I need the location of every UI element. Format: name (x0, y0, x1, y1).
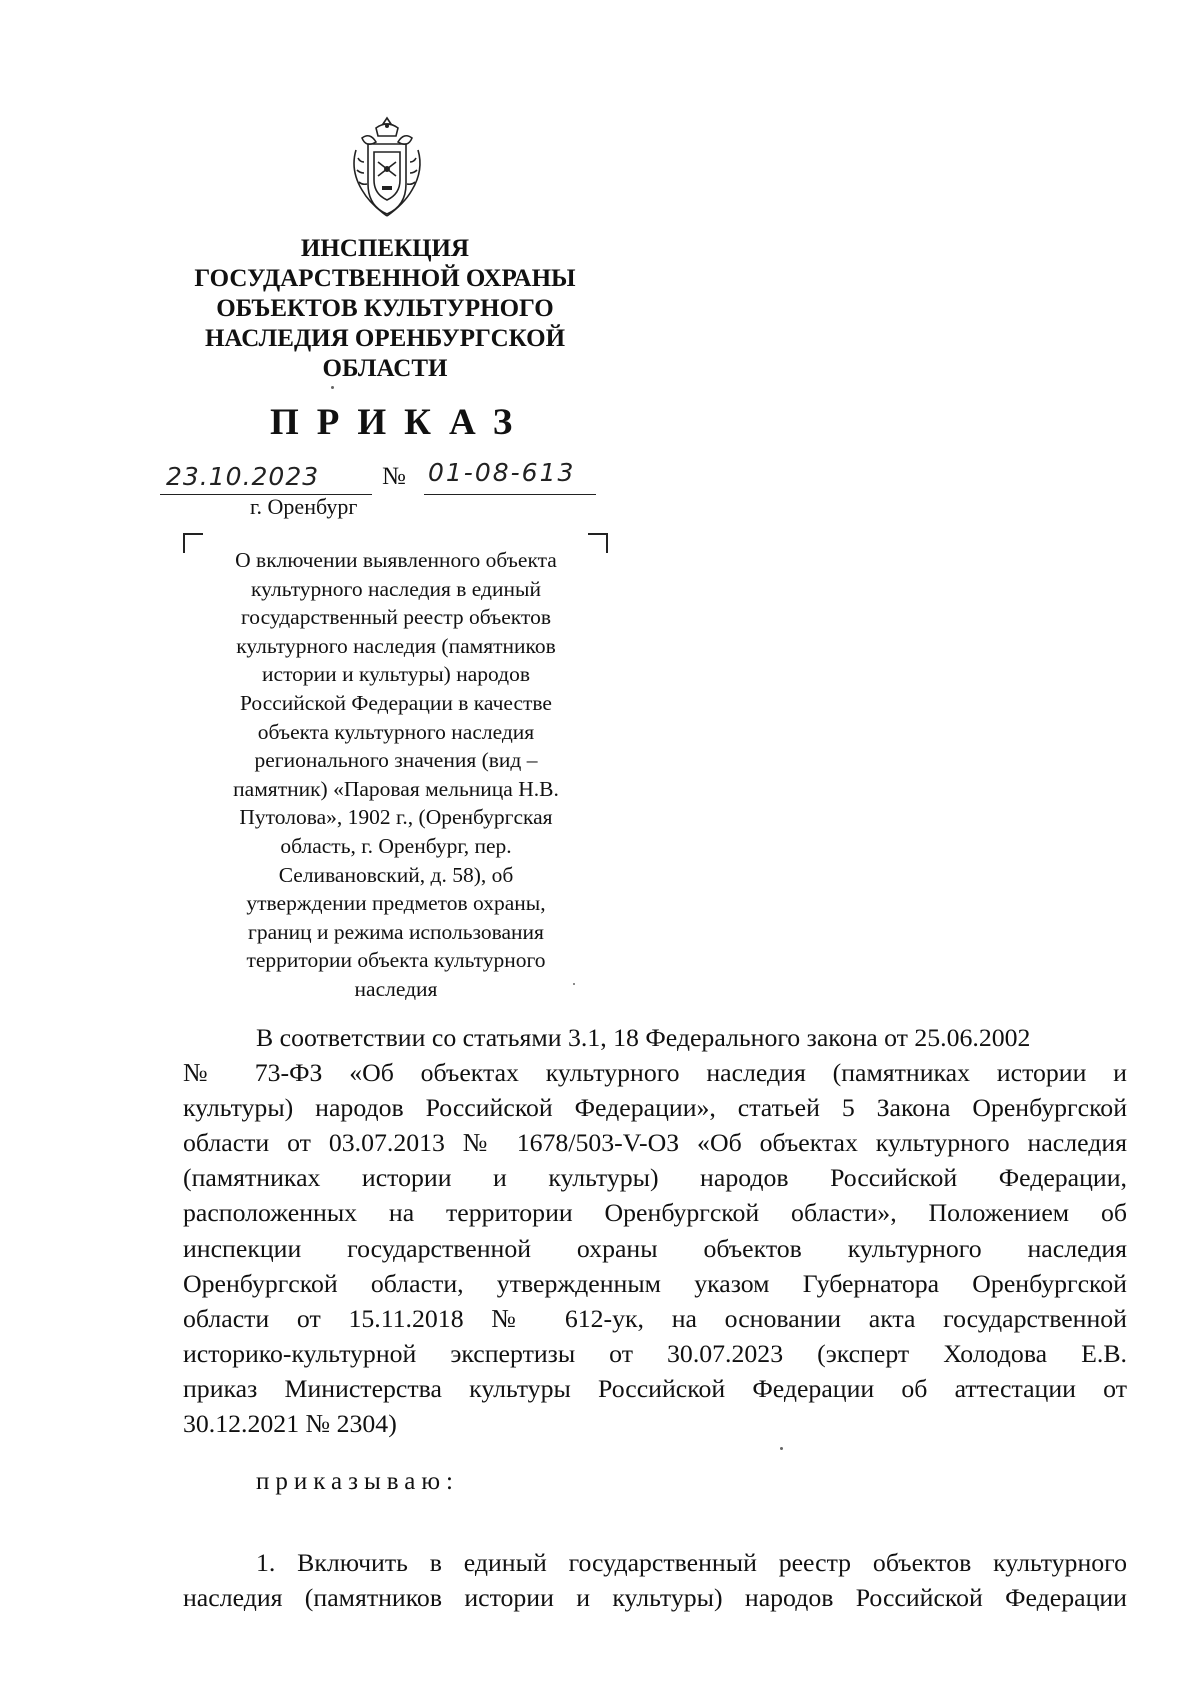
item-1-line: наследия (памятников истории и культуры) народов Российской Федерации (183, 1583, 1127, 1612)
document-subject (196, 546, 596, 1004)
preamble-line: культуры) народов Российской Федерации», статьей 5 Закона Оренбургской (183, 1093, 1127, 1123)
subject-line: истории и культуры) народов (262, 662, 530, 687)
subject-line: Селивановский, д. 58), об (278, 862, 514, 887)
document-number: 01-08-613 (428, 458, 576, 487)
subject-line: культурного наследия (памятников (236, 633, 556, 658)
preamble-line: области от 03.07.2013 № 1678/503-V-ОЗ «Об объектах культурного наследия (183, 1128, 1127, 1158)
coat-of-arms-icon (348, 114, 426, 222)
subject-line: памятник) «Паровая мельница Н.В. (233, 776, 559, 801)
subject-line: государственный реестр объектов (241, 605, 551, 630)
preamble-line: области от 15.11.2018 № 612-ук, на основании акта государственной (183, 1303, 1127, 1333)
org-line: ОБЪЕКТОВ КУЛЬТУРНОГО (216, 295, 554, 322)
org-line: ГОСУДАРСТВЕННОЙ ОХРАНЫ (194, 265, 576, 292)
number-sign: № (382, 463, 406, 490)
subject-line: наследия (354, 976, 438, 1001)
preamble-line: Оренбургской области, утвержденным указом Губернатора Оренбургской (183, 1268, 1127, 1298)
org-line: НАСЛЕДИЯ ОРЕНБУРГСКОЙ (204, 325, 566, 352)
org-line: ИНСПЕКЦИЯ (300, 235, 470, 262)
preamble-line: расположенных на территории Оренбургской области», Положением об (183, 1198, 1127, 1228)
subject-line: объекта культурного наследия (257, 719, 535, 744)
preamble-line: историко-культурной экспертизы от 30.07.2023 (эксперт Холодова Е.В. (183, 1338, 1127, 1368)
scan-speck (331, 386, 334, 389)
document-city: г. Оренбург (250, 494, 358, 519)
subject-line: регионального значения (вид – (254, 748, 538, 773)
subject-line: утверждении предметов охраны, (246, 891, 546, 916)
preamble-line: приказ Министерства культуры Российской Федерации об аттестации от (183, 1373, 1127, 1403)
preamble-line: № 73-ФЗ «Об объектах культурного наследия (памятниках истории и (183, 1058, 1127, 1088)
org-line: ОБЛАСТИ (322, 355, 448, 382)
preamble-line: (памятниках истории и культуры) народов Российской Федерации, (183, 1163, 1127, 1193)
preamble-line: В соответствии со статьями 3.1, 18 Федерального закона от 25.06.2002 (256, 1023, 1031, 1052)
item-1-paragraph (183, 1545, 1127, 1615)
subject-line: территории объекта культурного (246, 948, 546, 973)
preamble-paragraph (183, 1020, 1127, 1441)
scan-speck (573, 983, 575, 985)
item-1-line: 1. Включить в единый государственный реестр объектов культурного (256, 1548, 1127, 1577)
preamble-line: 30.12.2021 № 2304) (183, 1409, 397, 1439)
organization-name (150, 234, 620, 384)
order-word: приказываю: (256, 1468, 459, 1495)
scan-speck (780, 1447, 783, 1450)
preamble-line: инспекции государственной охраны объектов культурного наследия (183, 1233, 1127, 1263)
subject-line: Российской Федерации в качестве (240, 690, 552, 715)
subject-line: границ и режима использования (248, 919, 544, 944)
subject-line: О включении выявленного объекта (235, 548, 557, 572)
document-date: 23.10.2023 (166, 462, 320, 491)
document-type-title: ПРИКАЗ (270, 402, 531, 443)
subject-line: культурного наследия в единый (251, 576, 541, 601)
subject-line: Путолова», 1902 г., (Оренбургская (239, 805, 553, 830)
subject-line: область, г. Оренбург, пер. (280, 833, 512, 858)
